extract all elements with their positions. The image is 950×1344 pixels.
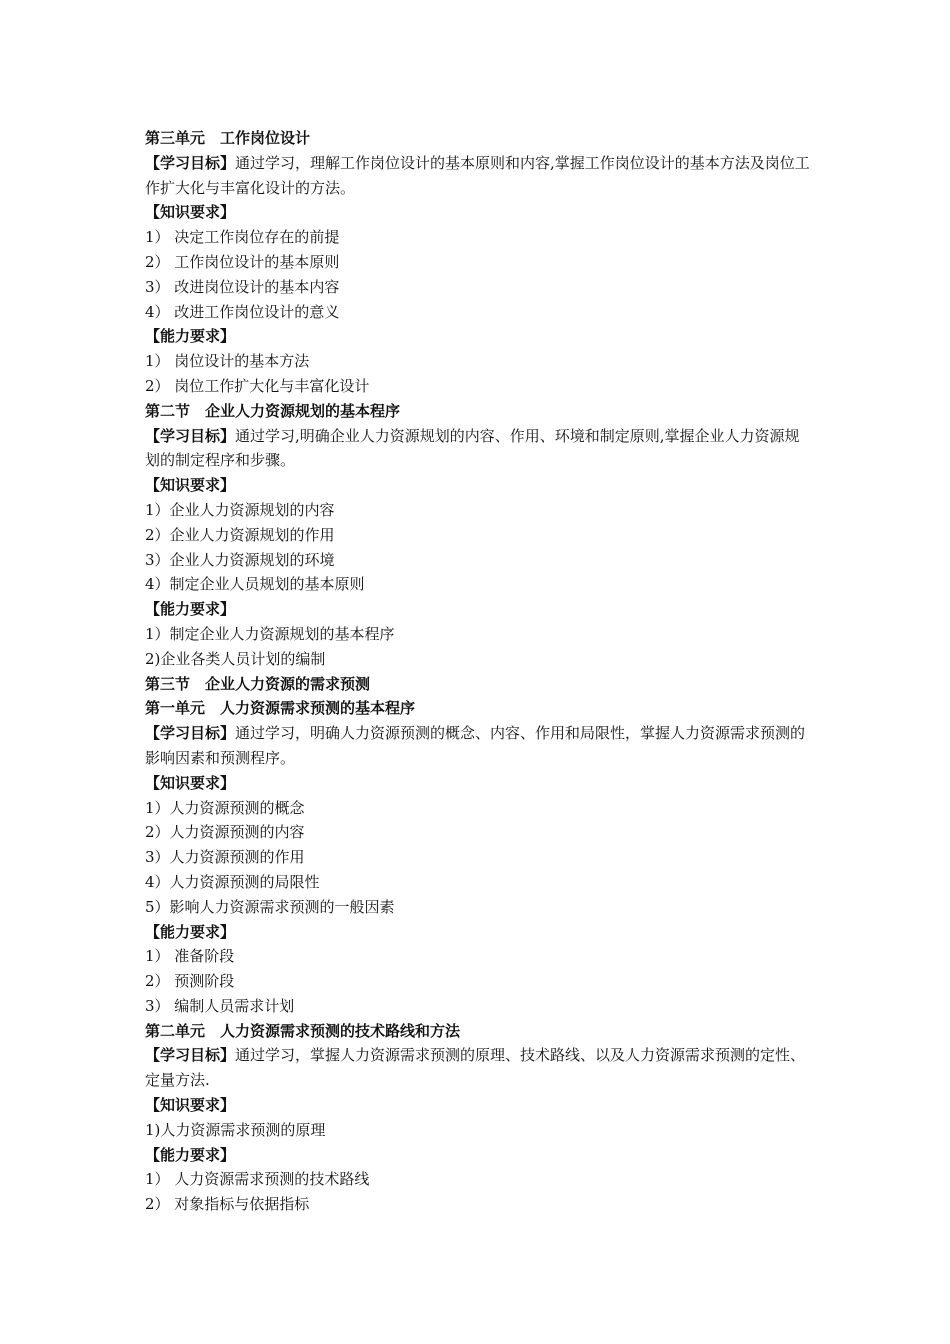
list-item: 2） 工作岗位设计的基本原则 (145, 252, 340, 271)
learning-goal (145, 721, 810, 771)
goal-label: 【学习目标】 (145, 426, 236, 445)
requirement-label: 【能力要求】 (145, 327, 236, 346)
requirement-label: 【能力要求】 (145, 1145, 236, 1164)
list-item: 2）人力资源预测的内容 (145, 823, 305, 842)
list-item: 3） 改进岗位设计的基本内容 (145, 277, 340, 296)
list-item: 2)企业各类人员计划的编制 (145, 649, 326, 668)
list-item: 2） 对象指标与依据指标 (145, 1195, 310, 1214)
list-item: 1）制定企业人力资源规划的基本程序 (145, 624, 395, 643)
section-heading: 第二单元 人力资源需求预测的技术路线和方法 (145, 1021, 461, 1040)
document-page (145, 126, 810, 1217)
requirement-label: 【知识要求】 (145, 773, 236, 792)
requirement-label: 【能力要求】 (145, 922, 236, 941)
list-item: 4） 改进工作岗位设计的意义 (145, 302, 340, 321)
goal-text: 通过学习，明确人力资源预测的概念、内容、作用和局限性，掌握人力资源需求预测的影响因素和预测程序。 (145, 724, 806, 767)
goal-label: 【学习目标】 (145, 1046, 236, 1065)
section-heading: 第三单元 工作岗位设计 (145, 129, 311, 147)
learning-goal (145, 151, 810, 201)
list-item: 2）企业人力资源规划的作用 (145, 525, 335, 544)
list-item: 3） 编制人员需求计划 (145, 996, 295, 1015)
goal-label: 【学习目标】 (145, 153, 236, 172)
list-item: 4）制定企业人员规划的基本原则 (145, 575, 365, 594)
list-item: 1） 岗位设计的基本方法 (145, 352, 310, 371)
goal-text: 通过学习，理解工作岗位设计的基本原则和内容,掌握工作岗位设计的基本方法及岗位工作扩大化与丰富化设计的方法。 (145, 153, 810, 197)
goal-text: 通过学习,明确企业人力资源规划的内容、作用、环境和制定原则,掌握企业人力资源规划的制定程序和步骤。 (145, 426, 800, 470)
list-item: 2） 岗位工作扩大化与丰富化设计 (145, 376, 370, 395)
list-item: 1)人力资源需求预测的原理 (145, 1120, 326, 1139)
section-heading: 第三节 企业人力资源的需求预测 (145, 674, 371, 693)
list-item: 1）人力资源预测的概念 (145, 798, 305, 817)
goal-label: 【学习目标】 (145, 724, 236, 743)
list-item: 1）企业人力资源规划的内容 (145, 500, 335, 519)
list-item: 3）企业人力资源规划的环境 (145, 550, 335, 569)
list-item: 4）人力资源预测的局限性 (145, 872, 320, 891)
list-item: 1） 决定工作岗位存在的前提 (145, 228, 340, 247)
goal-text: 通过学习，掌握人力资源需求预测的原理、技术路线、以及人力资源需求预测的定性、定量方法. (145, 1046, 806, 1090)
requirement-label: 【知识要求】 (145, 203, 236, 222)
list-item: 1） 准备阶段 (145, 947, 235, 966)
requirement-label: 【知识要求】 (145, 476, 236, 495)
requirement-label: 【能力要求】 (145, 600, 236, 619)
list-item: 2） 预测阶段 (145, 972, 235, 991)
learning-goal (145, 424, 810, 474)
requirement-label: 【知识要求】 (145, 1096, 236, 1115)
list-item: 1） 人力资源需求预测的技术路线 (145, 1170, 370, 1189)
list-item: 5）影响人力资源需求预测的一般因素 (145, 897, 395, 916)
section-heading: 第二节 企业人力资源规划的基本程序 (145, 401, 401, 420)
section-heading: 第一单元 人力资源需求预测的基本程序 (145, 699, 416, 718)
list-item: 3）人力资源预测的作用 (145, 848, 305, 867)
learning-goal (145, 1043, 810, 1093)
